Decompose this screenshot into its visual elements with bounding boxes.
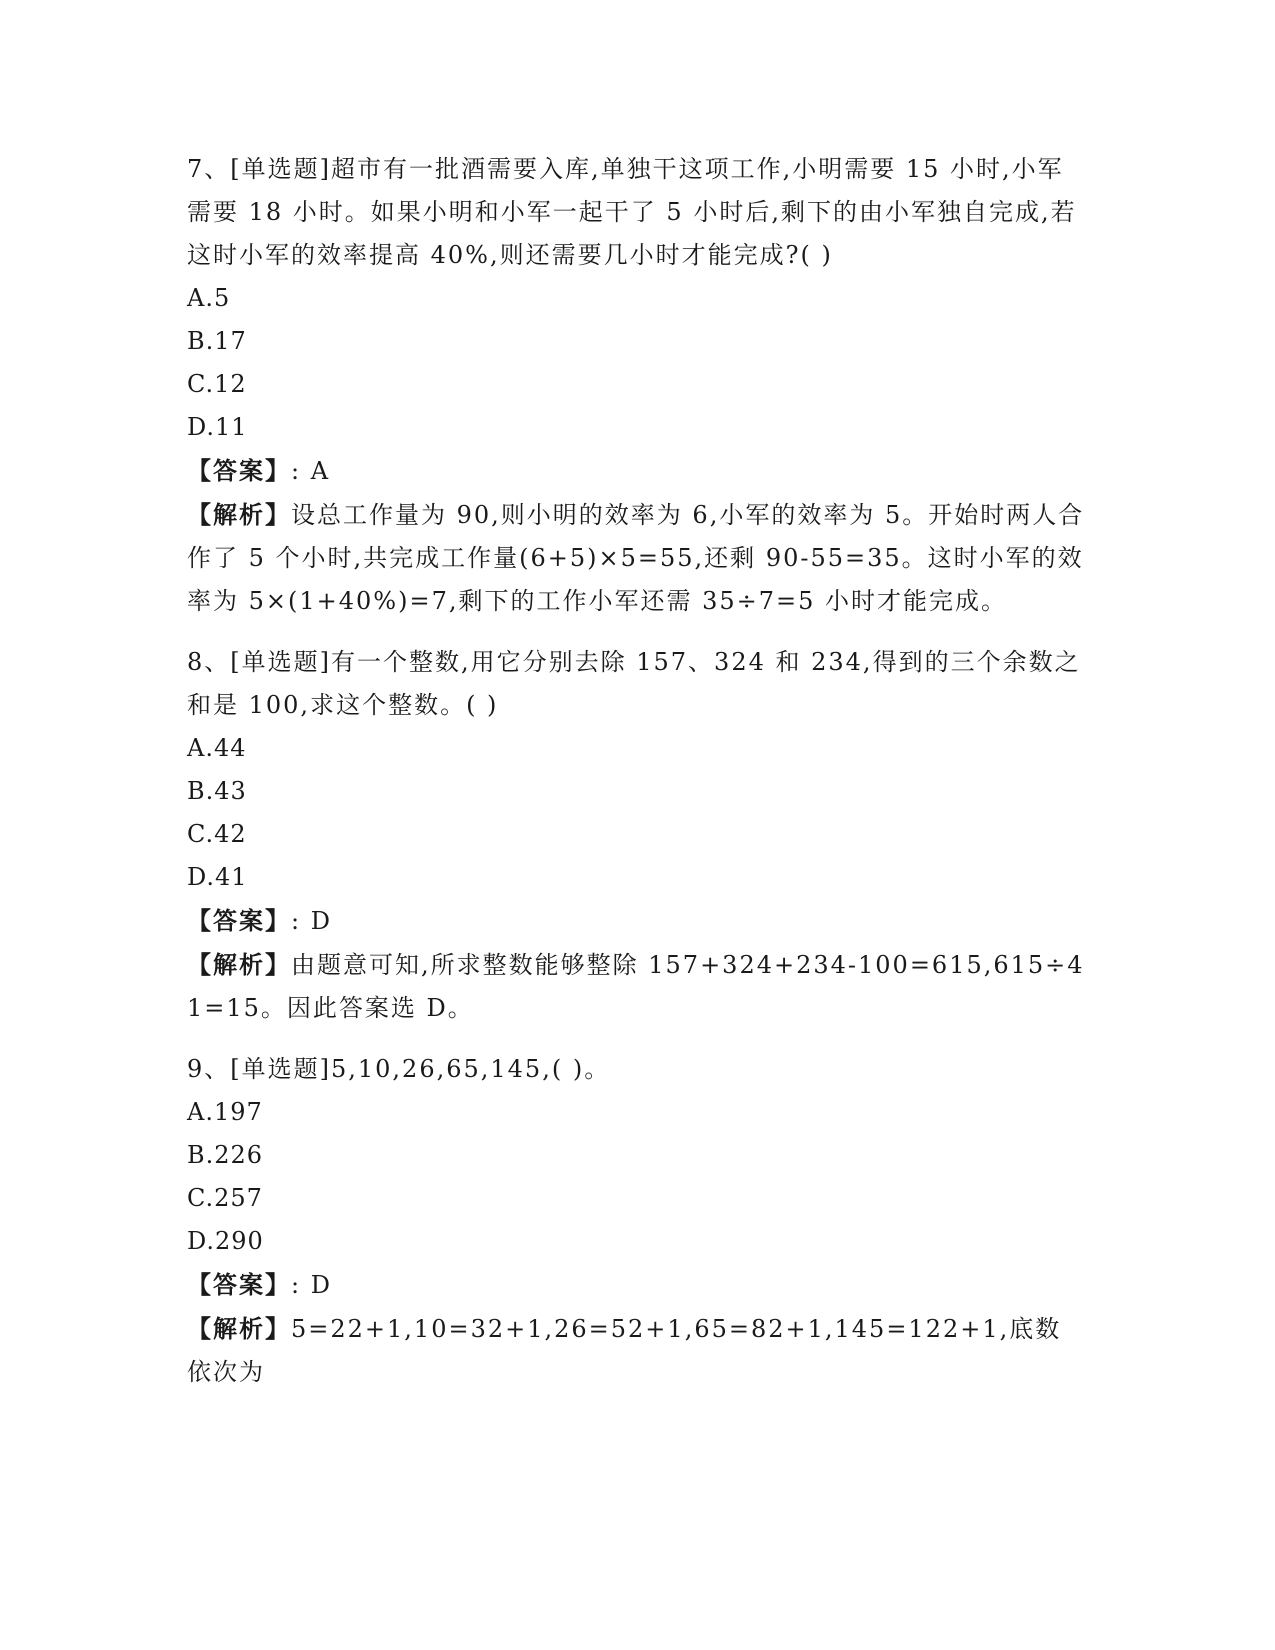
answer-separator: : (291, 1271, 302, 1299)
option-d: D.41 (187, 863, 248, 891)
question-8 (187, 641, 1087, 1030)
question-stem: 7、[单选题]超市有一批酒需要入库,单独干这项工作,小明需要 15 小时,小军需要 18 小时。如果小明和小军一起干了 5 小时后,剩下的由小军独自完成,若这时小军的效率提高 40%,则还需要几小时才能完成?( ) (187, 155, 1077, 269)
option-d: D.11 (187, 413, 248, 441)
option-a: A.5 (187, 284, 231, 312)
answer-separator: : (291, 907, 302, 935)
explanation-text: 5=22+1,10=32+1,26=52+1,65=82+1,145=122+1,底数依次为 (187, 1315, 1062, 1386)
answer-value: D (310, 907, 332, 935)
option-b: B.43 (187, 777, 247, 805)
answer-line (187, 449, 1087, 493)
option-a: A.44 (187, 734, 247, 762)
question-9 (187, 1048, 1087, 1394)
explanation-label: 【解析】 (187, 950, 291, 979)
explanation-label: 【解析】 (187, 1314, 291, 1343)
option-d: D.290 (187, 1227, 264, 1255)
option-c: C.42 (187, 820, 247, 848)
document-page (187, 148, 1087, 1412)
option-b: B.17 (187, 327, 247, 355)
question-stem: 8、[单选题]有一个整数,用它分别去除 157、324 和 234,得到的三个余数之和是 100,求这个整数。( ) (187, 648, 1081, 719)
explanation (187, 1307, 1087, 1394)
answer-value: D (310, 1271, 332, 1299)
option-c: C.12 (187, 370, 247, 398)
answer-line (187, 899, 1087, 943)
option-a: A.197 (187, 1098, 263, 1126)
explanation (187, 943, 1087, 1030)
answer-value: A (310, 457, 331, 485)
explanation (187, 493, 1087, 623)
option-b: B.226 (187, 1141, 264, 1169)
option-c: C.257 (187, 1184, 263, 1212)
answer-label: 【答案】 (187, 906, 291, 935)
question-7 (187, 148, 1087, 623)
answer-label: 【答案】 (187, 1270, 291, 1299)
question-stem: 9、[单选题]5,10,26,65,145,( )。 (187, 1055, 611, 1083)
explanation-text: 由题意可知,所求整数能够整除 157+324+234-100=615,615÷41=15。因此答案选 D。 (187, 951, 1085, 1022)
answer-label: 【答案】 (187, 456, 291, 485)
explanation-text: 设总工作量为 90,则小明的效率为 6,小军的效率为 5。开始时两人合作了 5 个小时,共完成工作量(6+5)×5=55,还剩 90-55=35。这时小军的效率为 5×(1+40%)=7,剩下的工作小军还需 35÷7=5 小时才能完成。 (187, 501, 1085, 615)
explanation-label: 【解析】 (187, 500, 291, 529)
answer-line (187, 1263, 1087, 1307)
answer-separator: : (291, 457, 302, 485)
